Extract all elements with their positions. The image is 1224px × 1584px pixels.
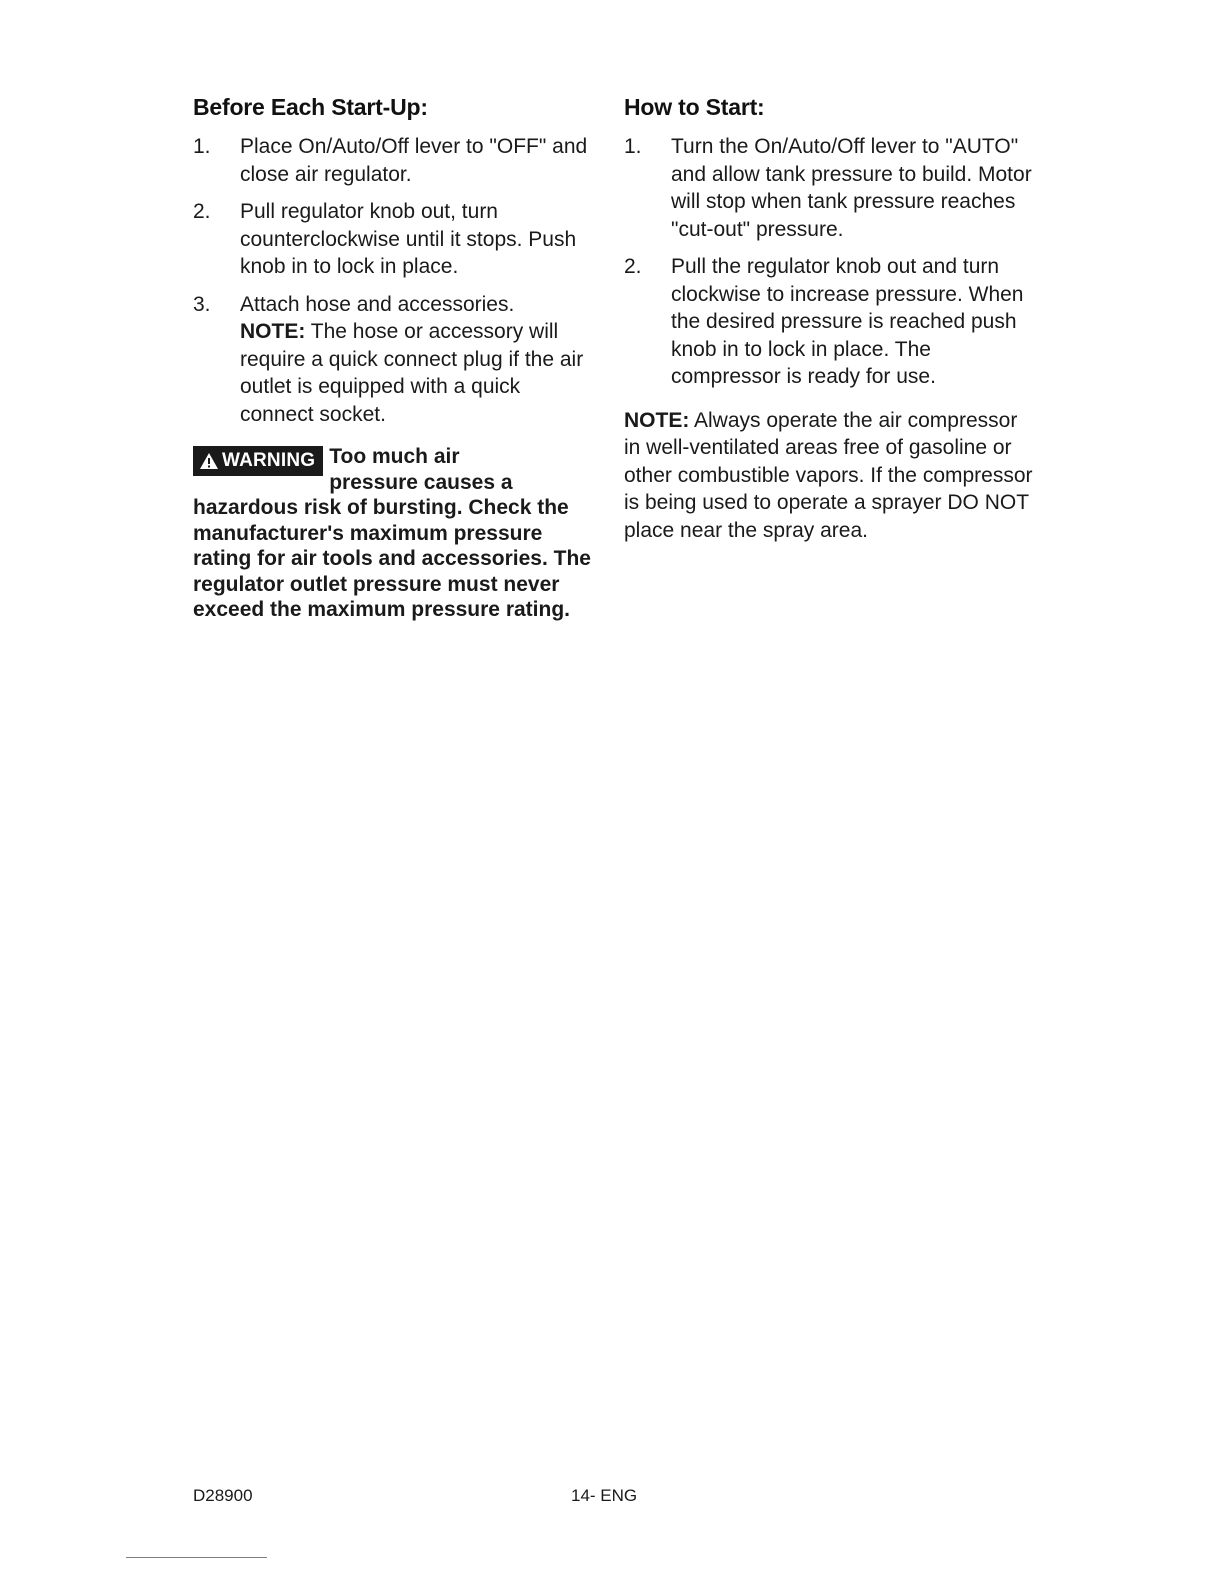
list-item [193, 198, 593, 281]
warning-header [193, 444, 593, 495]
list-item [624, 133, 1034, 243]
left-column [193, 94, 593, 623]
step-number: 1. [624, 135, 642, 158]
note-text: The hose or accessory will require a quick connect plug if the air outlet is equipped with a quick connect socket. [240, 320, 584, 426]
how-to-start-steps [624, 133, 1034, 391]
warning-line-1: Too much air [329, 445, 460, 468]
warning-block [193, 444, 593, 623]
warning-line-2: pressure causes a [329, 470, 513, 494]
warning-triangle-icon [199, 452, 219, 470]
note-label: NOTE: [240, 320, 306, 343]
divider [126, 1557, 267, 1558]
warning-badge [193, 446, 323, 476]
step-text-block [240, 291, 593, 429]
model-number: D28900 [193, 1486, 253, 1505]
note-text: Always operate the air compressor in well-ventilated areas free of gasoline or other combustible vapors. If the compressor is being used to operate a sprayer DO NOT place near the spray area. [624, 408, 1033, 542]
before-start-heading: Before Each Start-Up: [193, 94, 428, 120]
step-number: 3. [193, 292, 211, 316]
list-item [193, 291, 593, 429]
step-text: Pull regulator knob out, turn counterclockwise until it stops. Push knob in to lock in place. [240, 200, 577, 278]
step-number: 1. [193, 135, 211, 158]
warning-first-lines [329, 444, 512, 495]
step-text: Pull the regulator knob out and turn clockwise to increase pressure. When the desired pressure is reached push knob in to lock in place. The compressor is ready for use. [671, 255, 1024, 388]
list-item [193, 133, 593, 188]
before-start-steps [193, 133, 593, 428]
step-text: Turn the On/Auto/Off lever to "AUTO" and allow tank pressure to build. Motor will stop when tank pressure reaches "cut-out" pressure. [671, 135, 1032, 241]
warning-badge-label: WARNING [222, 450, 316, 472]
how-to-start-heading: How to Start: [624, 94, 765, 120]
step-text: Place On/Auto/Off lever to "OFF" and close air regulator. [240, 135, 588, 186]
page-number: 14- ENG [571, 1486, 638, 1505]
note-label: NOTE: [624, 408, 690, 432]
step-number: 2. [624, 255, 642, 278]
step-text: Attach hose and accessories. [240, 292, 515, 316]
step-number: 2. [193, 200, 211, 223]
warning-text: hazardous risk of bursting. Check the manufacturer's maximum pressure rating for air tools and accessories. The regulator outlet pressure must never exceed the maximum pressure rating. [193, 496, 591, 621]
list-item [624, 253, 1034, 391]
right-column [624, 94, 1034, 544]
note-paragraph [624, 407, 1034, 545]
